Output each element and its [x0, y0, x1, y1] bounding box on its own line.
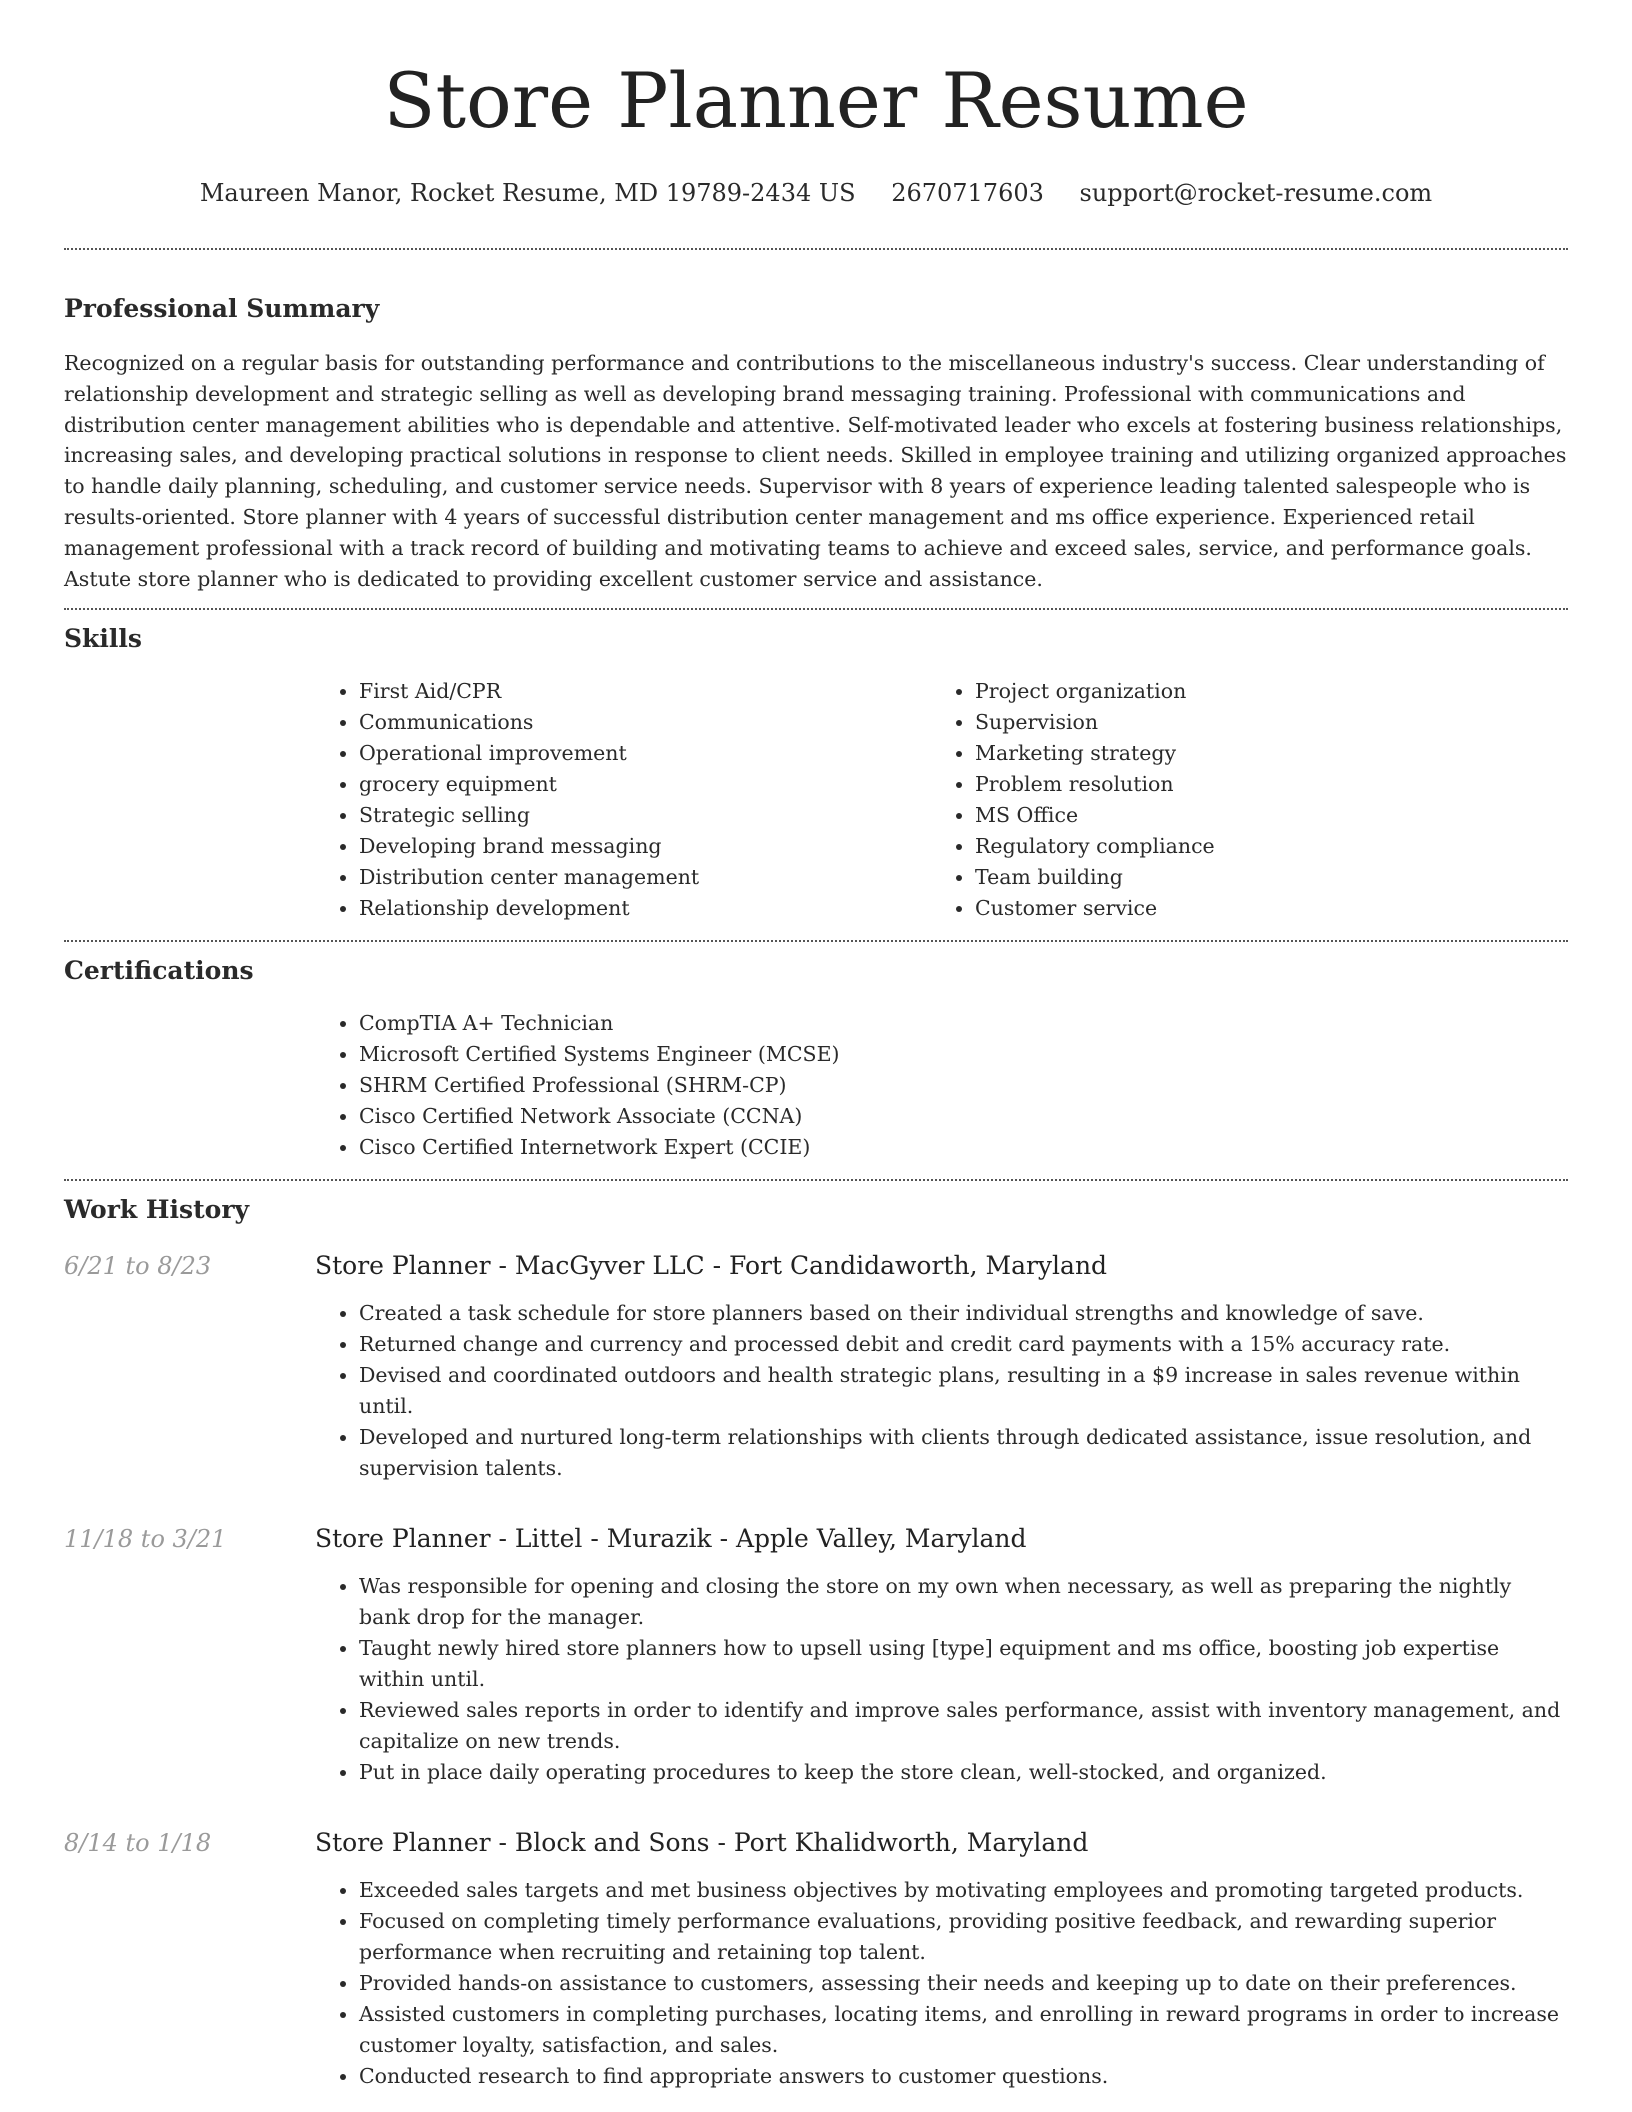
skill-item: • Developing brand messaging [359, 831, 931, 862]
certification-item: • CompTIA A+ Technician [359, 1008, 1568, 1039]
skill-item: • Marketing strategy [975, 738, 1547, 769]
job-dates: 8/14 to 1/18 [64, 1829, 212, 1858]
certifications-section [64, 954, 1568, 1163]
skills-list-left [315, 676, 931, 924]
contact-address: Maureen Manor, Rocket Resume, MD 19789-2434 US [199, 179, 856, 207]
job-title: Store Planner - Block and Sons - Port Khalidworth, Maryland [315, 1828, 1089, 1858]
job-bullet: • Developed and nurtured long-term relationships with clients through dedicated assistance, issue resolution, and supervision talents. [359, 1422, 1568, 1484]
skill-item: • Problem resolution [975, 769, 1547, 800]
section-divider [64, 608, 1568, 610]
job-bullet: • Conducted research to find appropriate answers to customer questions. [359, 2061, 1568, 2092]
job-dates: 6/21 to 8/23 [64, 1252, 212, 1281]
certification-item: • Cisco Certified Network Associate (CCNA) [359, 1101, 1568, 1132]
job-entry [64, 1524, 1568, 1788]
job-bullet: • Assisted customers in completing purchases, locating items, and enrolling in reward programs in order to increase customer loyalty, satisfaction, and sales. [359, 1999, 1568, 2061]
work-history-section [64, 1193, 1568, 2092]
contact-phone: 2670717603 [891, 179, 1044, 207]
skills-column-left [315, 676, 931, 924]
skill-item: • Supervision [975, 707, 1547, 738]
certifications-list [315, 1008, 1568, 1163]
section-divider [64, 1179, 1568, 1181]
skill-item: • Project organization [975, 676, 1547, 707]
section-divider [64, 248, 1568, 250]
summary-heading: Professional Summary [64, 294, 380, 323]
certifications-heading: Certifications [64, 956, 254, 986]
skill-item: • MS Office [975, 800, 1547, 831]
section-divider [64, 940, 1568, 942]
skills-column-right [931, 676, 1547, 924]
skill-item: • grocery equipment [359, 769, 931, 800]
job-bullet: • Exceeded sales targets and met business objectives by motivating employees and promoting targeted products. [359, 1875, 1568, 1906]
summary-section [64, 292, 1568, 594]
contact-line [64, 178, 1568, 208]
certification-item: • Cisco Certified Internetwork Expert (CCIE) [359, 1132, 1568, 1163]
job-bullet: • Taught newly hired store planners how to upsell using [type] equipment and ms office, boosting job expertise within until. [359, 1633, 1568, 1695]
skills-section [64, 622, 1568, 924]
job-entry [64, 1828, 1568, 2092]
summary-text: Recognized on a regular basis for outstanding performance and contributions to the miscellaneous industry's success. Clear understanding of relationship development and strategic selling as well as developing brand messaging training. Professional with communications and distribution center management abilities who is dependable and attentive. Self-motivated leader who excels at fostering business relationships, increasing sales, and developing practical solutions in response to client needs. Skilled in employee training and utilizing organized approaches to handle daily planning, scheduling, and customer service needs. Supervisor with 8 years of experience leading talented salespeople who is results-oriented. Store planner with 4 years of successful distribution center management and ms office experience. Experienced retail management professional with a track record of building and motivating teams to achieve and exceed sales, service, and performance goals. Astute store planner who is dedicated to providing excellent customer service and assistance. [64, 351, 1567, 591]
job-dates: 11/18 to 3/21 [64, 1525, 227, 1554]
job-header [64, 1251, 1568, 1280]
job-bullet: • Created a task schedule for store planners based on their individual strengths and knowledge of save. [359, 1298, 1568, 1329]
job-header [64, 1828, 1568, 1857]
skills-list-right [931, 676, 1547, 924]
job-bullet: • Focused on completing timely performance evaluations, providing positive feedback, and rewarding superior performance when recruiting and retaining top talent. [359, 1906, 1568, 1968]
job-bullet: • Returned change and currency and processed debit and credit card payments with a 15% accuracy rate. [359, 1329, 1568, 1360]
job-bullet: • Provided hands-on assistance to customers, assessing their needs and keeping up to date on their preferences. [359, 1968, 1568, 1999]
job-bullets [315, 1571, 1568, 1788]
skill-item: • Customer service [975, 893, 1547, 924]
contact-email: support@rocket-resume.com [1079, 179, 1433, 207]
job-bullet: • Reviewed sales reports in order to identify and improve sales performance, assist with inventory management, and capitalize on new trends. [359, 1695, 1568, 1757]
skill-item: • Relationship development [359, 893, 931, 924]
job-bullets [315, 1875, 1568, 2092]
skill-item: • Communications [359, 707, 931, 738]
skills-heading: Skills [64, 624, 142, 654]
skill-item: • Team building [975, 862, 1547, 893]
job-bullet: • Was responsible for opening and closing the store on my own when necessary, as well as preparing the nightly bank drop for the manager. [359, 1571, 1568, 1633]
job-bullets [315, 1298, 1568, 1484]
job-title: Store Planner - MacGyver LLC - Fort Candidaworth, Maryland [315, 1251, 1108, 1281]
job-bullet: • Devised and coordinated outdoors and health strategic plans, resulting in a $9 increase in sales revenue within until. [359, 1360, 1568, 1422]
skill-item: • Distribution center management [359, 862, 931, 893]
skill-item: • Strategic selling [359, 800, 931, 831]
skill-item: • First Aid/CPR [359, 676, 931, 707]
job-entry [64, 1251, 1568, 1484]
certification-item: • SHRM Certified Professional (SHRM-CP) [359, 1070, 1568, 1101]
certification-item: • Microsoft Certified Systems Engineer (MCSE) [359, 1039, 1568, 1070]
skill-item: • Regulatory compliance [975, 831, 1547, 862]
work-history-heading: Work History [64, 1195, 250, 1225]
job-bullet: • Put in place daily operating procedures to keep the store clean, well-stocked, and organized. [359, 1757, 1568, 1788]
job-header [64, 1524, 1568, 1553]
job-title: Store Planner - Littel - Murazik - Apple Valley, Maryland [315, 1524, 1027, 1554]
skills-grid [315, 676, 1568, 924]
skill-item: • Operational improvement [359, 738, 931, 769]
page-title: Store Planner Resume [383, 56, 1249, 145]
